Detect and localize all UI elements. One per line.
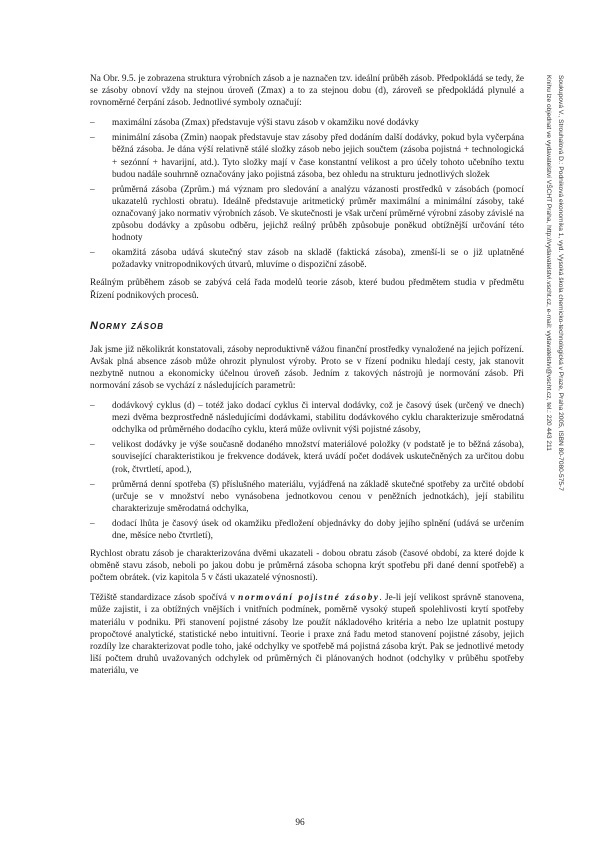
- dash-marker: –: [90, 518, 95, 529]
- dash-marker: –: [90, 118, 95, 129]
- dash-marker: –: [90, 248, 95, 259]
- list-item: – dodací lhůta je časový úsek od okamžiku předložení objednávky do doby jejího splnění (udává se určením dne, měsíce nebo čtvrtletí),: [90, 518, 524, 541]
- norms-intro-paragraph: Jak jsme již několikrát konstatovali, zásoby neproduktivně vážou finanční prostředky vynaložené na jejich pořízení. Avšak plná absence zásob může ohrozit plynulost výroby. Proto se v řízení podniku hledají cesty, jak stanovit nezbytně nutnou a ekonomicky účelnou úroveň zásob. Jedním z takových nástrojů je normování zásob. Při normování zásob se vychází z následujících parametrů:: [90, 344, 524, 391]
- dash-marker: –: [90, 479, 95, 490]
- list-item: – okamžitá zásoba udává skutečný stav zásob na skladě (faktická zásoba), zmenší-li se o již uplatněné požadavky vnitropodnikových útvarů, mluvíme o dispoziční zásobě.: [90, 248, 524, 271]
- list-item: – minimální zásoba (Zmin) naopak představuje stav zásoby před dodáním další dodávky, pokud byla vyčerpána běžná zásoba. Je dána výší relativně stálé složky zásob nebo jejich součtem (zásoba pojistná + technologická + sezónní + havarijní, atd.). Tyto složky mají v čase konstantní velikost a pro účely tohoto učebního textu budou nadále souhrnně označovány jako pojistná zásoba, bez ohledu na strukturu jednotlivých složek: [90, 133, 524, 180]
- list-item: – průměrná zásoba (Zprům.) má význam pro sledování a analýzu vázanosti prostředků v zásobách (pomocí ukazatelů rychlosti obratu). Ideálně představuje aritmetický průměr maximální a minimální zásoby, také označovaný jako normativ výrobních zásob. Ve skutečnosti je však určení průměrné výrobní zásoby závislé na způsobu dodávky a způsobu odběru, jejichž reálný průběh způsobuje poněkud obtížnější určování této hodnoty: [90, 184, 524, 244]
- intro-paragraph: Na Obr. 9.5. je zobrazena struktura výrobních zásob a je naznačen tzv. ideální průběh zásob. Předpokládá se tedy, že se zásoby obnoví vždy na stejnou úroveň (Zmax) a to za stejnou dobu (d), zároveň se předpokládá plynulé a rovnoměrné čerpání zásob. Jednotlivé symboly označují:: [90, 74, 524, 109]
- list-item: – maximální zásoba (Zmax) představuje výši stavu zásob v okamžiku nové dodávky: [90, 118, 419, 129]
- list-item: – dodávkový cyklus (d) – totéž jako dodací cyklus či interval dodávky, což je časový úsek (určený ve dnech) mezi dvěma bezprostředně následujícími dodávkami, stabilitu dodávkového cyklu charakterizuje směrodatná odchylka od průměrného dodacího cyklu, která může ovlivnit výši pojistné zásoby,: [90, 401, 524, 436]
- dash-marker: –: [90, 440, 95, 451]
- dash-marker: –: [90, 133, 95, 144]
- emphasized-term: normování pojistné zásoby: [238, 593, 380, 604]
- models-paragraph: Reálným průběhem zásob se zabývá celá řada modelů teorie zásob, které budou předmětem studia v předmětu Řízení podnikových procesů.: [90, 278, 524, 301]
- order-info-line: Knihu lze objednat ve vydavatelství VŠCHT Praha, http://vydavatelstvi.vscht.cz, e-mail: vydavatelstvi@vscht.cz, tel.: 220 443 211: [545, 75, 552, 451]
- turnover-paragraph: Rychlost obratu zásob je charakterizována dvěmi ukazateli - dobou obratu zásob (časové období, za které dojde k obměně stavu zásob, neboli po jakou dobu je průměrná zásoba schopna krýt spotřebu při dané denní spotřebě) a počtem obrátek. (viz kapitola 5 v části ukazatelé výnosnosti).: [90, 549, 524, 584]
- dash-marker: –: [90, 184, 95, 195]
- side-citation: [526, 75, 586, 635]
- section-heading: Normy zásob: [90, 319, 164, 332]
- norm-parameters-list: [90, 400, 524, 542]
- list-item: – velikost dodávky je výše současně dodaného množství materiálové položky (v podstatě je to běžná zásoba), související charakteristikou je frekvence dodávek, která uvádí počet dodávek uskutečněných za určitou dobu (rok, čtvrtletí, apod.),: [90, 440, 524, 475]
- citation-line: Soukupová V., Strouhalová D.: Podniková ekonomika 1, vyd. Vysoká škola chemicko-technologická v Praze, Praha 2005, ISBN 80-7080-575-7: [557, 75, 564, 491]
- dash-marker: –: [90, 401, 95, 412]
- inventory-types-list: [90, 117, 524, 271]
- safety-stock-paragraph: Těžiště standardizace zásob spočívá v normování pojistné zásoby. Je-li její velikost správně stanovena, může zajistit, i za obtížných vnějších i vnitřních podmínek, poměrně vysoký stupeň spolehlivosti krytí spotřeby materiálu v podniku. Při stanovení pojistné zásoby lze použít nákladového kritéria a nebo lze uplatnit postupy propočtové analytické, statistické nebo intuitivní. Teorie i praxe zná řadu metod stanovení pojistné zásoby, jejich rozdíly lze charakterizovat podle toho, jaké odchylky ve spotřebě má pojistná zásoba krýt. Pak se jednotlivé metody liší počtem druhů uvažovaných odchylek od průměrných či plánovaných hodnot (odchylky v průběhu spotřeby materiálu, ve: [90, 593, 524, 676]
- page-body: [90, 73, 524, 685]
- list-item: – průměrná denní spotřeba (s̅) příslušného materiálu, vyjádřená na základě skutečné spotřeby za určité období (určuje se v množství nebo vynásobena jednotkovou cenou v peněžních jednotkách), její stabilitu charakterizuje směrodatná odchylka,: [90, 479, 524, 514]
- page-number: 96: [295, 818, 305, 828]
